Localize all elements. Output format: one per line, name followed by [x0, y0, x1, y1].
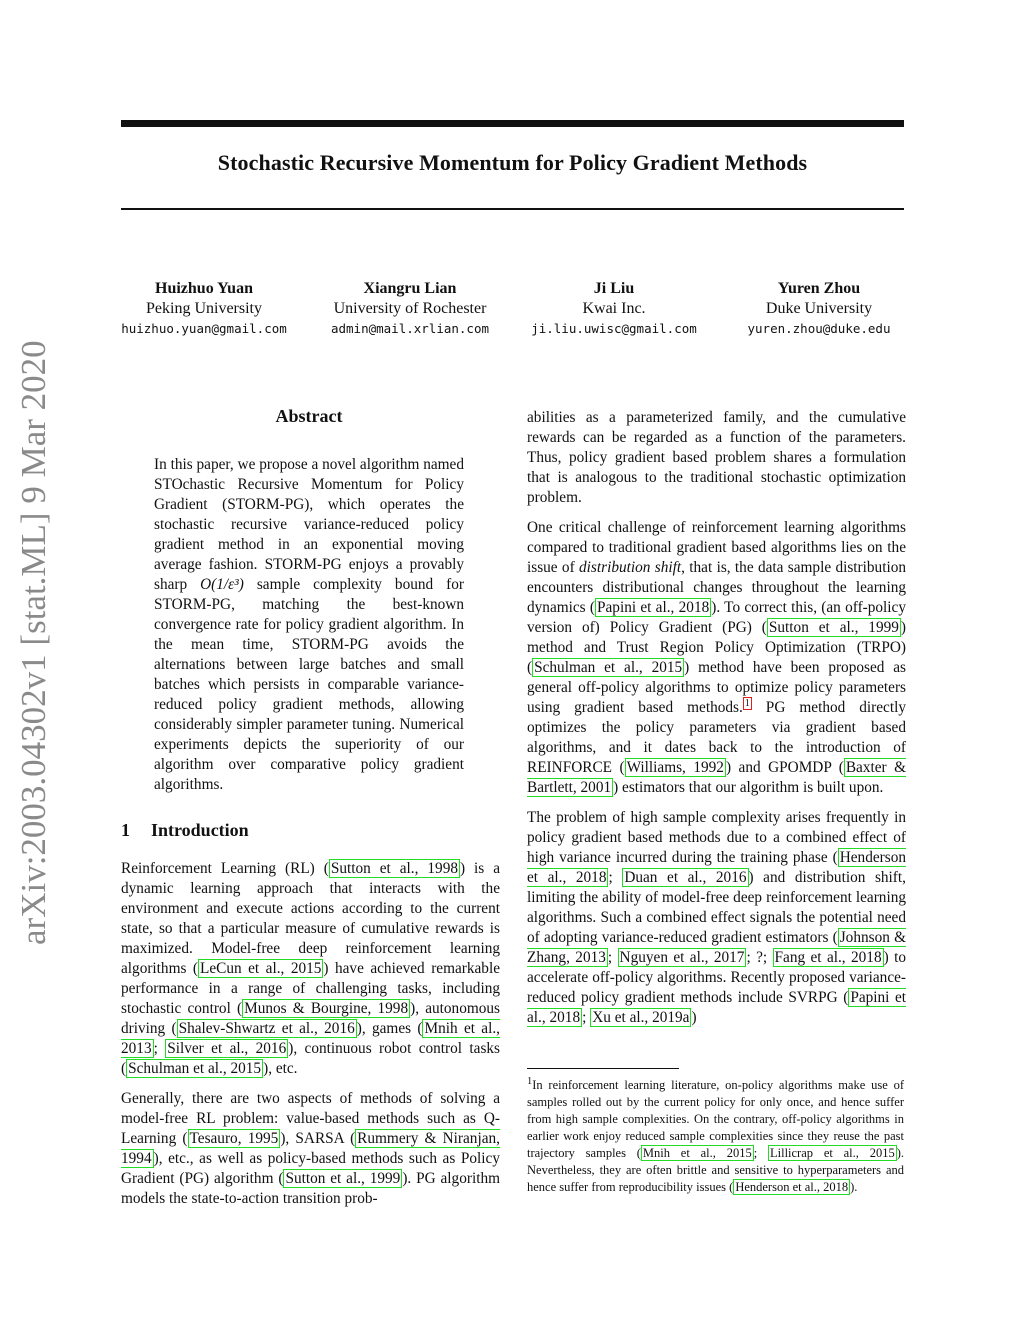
- complexity-formula: O(1/ε³): [200, 576, 244, 593]
- paragraph: abilities as a parameterized family, and the cumulative rewards can be regarded as a function of the parameters. Thus, policy gradient based problem shares a formulation that is analogous to the traditional stochastic optimization problem.: [527, 409, 906, 506]
- citation-link[interactable]: Sutton et al., 1999: [285, 1170, 401, 1187]
- author-email[interactable]: admin@mail.xrlian.com: [330, 321, 490, 336]
- author-affiliation: Duke University: [765, 300, 873, 317]
- citation-link[interactable]: Papini et al., 2018: [527, 989, 906, 1026]
- citation-link[interactable]: Nguyen et al., 2017: [619, 949, 745, 966]
- right-column: [527, 408, 906, 1038]
- citation-link[interactable]: Tesauro, 1995: [189, 1130, 279, 1147]
- abstract-text: In this paper, we propose a novel algorithm named STOchastic Recursive Momentum for Policy Gradient (STORM-PG), which operates the stochastic recursive variance-reduced policy gradient method in an exponential moving average fashion. STORM-PG enjoys a provably sharp: [154, 456, 464, 593]
- section-title: Introduction: [151, 820, 249, 840]
- author-affiliation: Peking University: [146, 300, 262, 317]
- paper-title: Stochastic Recursive Momentum for Policy Gradient Methods: [217, 150, 808, 175]
- footnote-marker[interactable]: 1: [744, 697, 750, 709]
- title-top-rule: [121, 120, 904, 127]
- left-column: [121, 859, 500, 1219]
- paragraph: The problem of high sample complexity arises frequently in policy gradient based methods due to a combined effect of high variance incurred during the training phase ( Henderson et al., 2018 ; Duan et al., 2016 ) and distribution shift, limiting the ability of model-free deep reinforcement learning algorithms. Such a combined effect signals the potential need of adopting variance-reduced gradient estimators ( Johnson & Zhang, 2013 ; Nguyen et al., 2017 ; ?; Fang et al., 2018 ) to accelerate off-policy algorithms. Recently proposed variance-reduced policy gradient methods include SVRPG ( Papini et al., 2018 ; Xu et al., 2019a ): [527, 809, 906, 1026]
- author-name: Yuren Zhou: [777, 280, 861, 297]
- section-heading: [121, 820, 249, 841]
- author-name: Xiangru Lian: [363, 280, 457, 297]
- citation-link[interactable]: Schulman et al., 2015: [534, 659, 683, 676]
- citation-link[interactable]: Lillicrap et al., 2015: [769, 1146, 895, 1161]
- abstract-text: sample complexity bound for STORM-PG, matching the best-known convergence rate for policy gradient algorithm. In the mean time, STORM-PG avoids the alternations between large batches and small batches which persists in comparable variance-reduced policy gradient methods, allowing considerably simpler parameter tuning. Numerical experiments depicts the superiority of our algorithm over comparative policy gradient algorithms.: [154, 576, 464, 793]
- emphasis: distribution shift: [579, 559, 682, 576]
- footnote-number: 1: [527, 1076, 533, 1087]
- citation-link[interactable]: Munos & Bourgine, 1998: [244, 1000, 409, 1017]
- citation-link[interactable]: Henderson et al., 2018: [527, 849, 906, 886]
- author-email[interactable]: yuren.zhou@duke.edu: [747, 321, 891, 336]
- citation-link[interactable]: Johnson & Zhang, 2013: [527, 929, 906, 966]
- citation-link[interactable]: Williams, 1992: [626, 759, 724, 776]
- abstract-heading: Abstract: [275, 406, 343, 426]
- citation-link[interactable]: Rummery & Niranjan, 1994: [121, 1130, 500, 1167]
- citation-link[interactable]: Mnih et al., 2015: [642, 1146, 752, 1161]
- title-bottom-rule: [121, 208, 904, 210]
- paragraph: Generally, there are two aspects of methods of solving a model-free RL problem: value-based methods such as Q-Learning ( Tesauro, 1995 ), SARSA ( Rummery & Niranjan, 1994 ), etc., as well as policy-based methods such as Policy Gradient (PG) algorithm ( Sutton et al., 1999 ). PG algorithm models the state-to-action transition prob-: [121, 1090, 500, 1207]
- author-block: [94, 279, 314, 339]
- citation-link[interactable]: Papini et al., 2018: [597, 599, 710, 616]
- author-affiliation: Kwai Inc.: [582, 300, 646, 317]
- citation-link[interactable]: Shalev-Shwartz et al., 2016: [178, 1020, 355, 1037]
- citation-link[interactable]: Mnih et al., 2013: [121, 1020, 500, 1057]
- citation-link[interactable]: Schulman et al., 2015: [128, 1060, 262, 1077]
- citation-link[interactable]: Xu et al., 2019a: [592, 1009, 690, 1026]
- citation-link[interactable]: Fang et al., 2018: [774, 949, 882, 966]
- author-block: [709, 279, 929, 339]
- abstract-body: [154, 455, 464, 795]
- author-email[interactable]: huizhuo.yuan@gmail.com: [121, 321, 287, 336]
- citation-link[interactable]: Silver et al., 2016: [167, 1040, 287, 1057]
- paragraph: Reinforcement Learning (RL) ( Sutton et al., 1998 ) is a dynamic learning approach that interacts with the environment and execute actions according to the current state, so that a particular measure of cumulative rewards is maximized. Model-free deep reinforcement learning algorithms ( LeCun et al., 2015 ) have achieved remarkable performance in a range of challenging tasks, including stochastic control ( Munos & Bourgine, 1998 ), autonomous driving ( Shalev-Shwartz et al., 2016 ), games ( Mnih et al., 2013 ; Silver et al., 2016 ), continuous robot control tasks ( Schulman et al., 2015 ), etc.: [121, 860, 501, 1077]
- author-name: Ji Liu: [593, 280, 635, 297]
- author-affiliation: University of Rochester: [333, 300, 487, 317]
- footnote-rule: [527, 1068, 679, 1069]
- citation-link[interactable]: Sutton et al., 1998: [330, 860, 458, 877]
- author-block: [504, 279, 724, 339]
- author-email[interactable]: ji.liu.uwisc@gmail.com: [531, 321, 697, 336]
- author-name: Huizhuo Yuan: [155, 280, 253, 297]
- citation-link[interactable]: Duan et al., 2016: [624, 869, 747, 886]
- citation-link[interactable]: Henderson et al., 2018: [735, 1180, 849, 1195]
- paragraph: One critical challenge of reinforcement learning algorithms compared to traditional gradient based algorithms lies on the issue of distribution shift, that is, the data sample distribution encounters distributional changes throughout the learning dynamics ( Papini et al., 2018 ). To correct this, (an off-policy version of) Policy Gradient (PG) ( Sutton et al., 1999 ) method and Trust Region Policy Optimization (TRPO) ( Schulman et al., 2015 ) method have been proposed as general off-policy algorithms to optimize policy parameters using gradient based methods. $^1$ PG method directly optimizes the policy parameters via gradient based algorithms, and it dates back to the introduction of REINFORCE ( Williams, 1992 ) and GPOMDP ( Baxter & Bartlett, 2001 ) estimators that our algorithm is built upon.: [527, 519, 907, 796]
- citation-link[interactable]: Baxter & Bartlett, 2001: [527, 759, 907, 796]
- citation-link[interactable]: Sutton et al., 1999: [768, 619, 899, 636]
- citation-link[interactable]: LeCun et al., 2015: [200, 960, 322, 977]
- author-block: [300, 279, 520, 339]
- footnote: $^1$In reinforcement learning literature, on-policy algorithms make use of samples rolled out by the current policy for only once, and hence suffer from high sample complexities. On the contrary, off-policy algorithms in earlier work enjoy reduced sample complexities since they reuse the past trajectory samples ( Mnih et al., 2015 ; Lillicrap et al., 2015 ). Nevertheless, they are often brittle and sensitive to hyperparameters and hence suffer from reproducibility issues ( Henderson et al., 2018 ).: [527, 1076, 904, 1195]
- arxiv-identifier: arXiv:2003.04302v1 [stat.ML] 9 Mar 2020: [14, 340, 53, 945]
- section-number: 1: [121, 820, 130, 840]
